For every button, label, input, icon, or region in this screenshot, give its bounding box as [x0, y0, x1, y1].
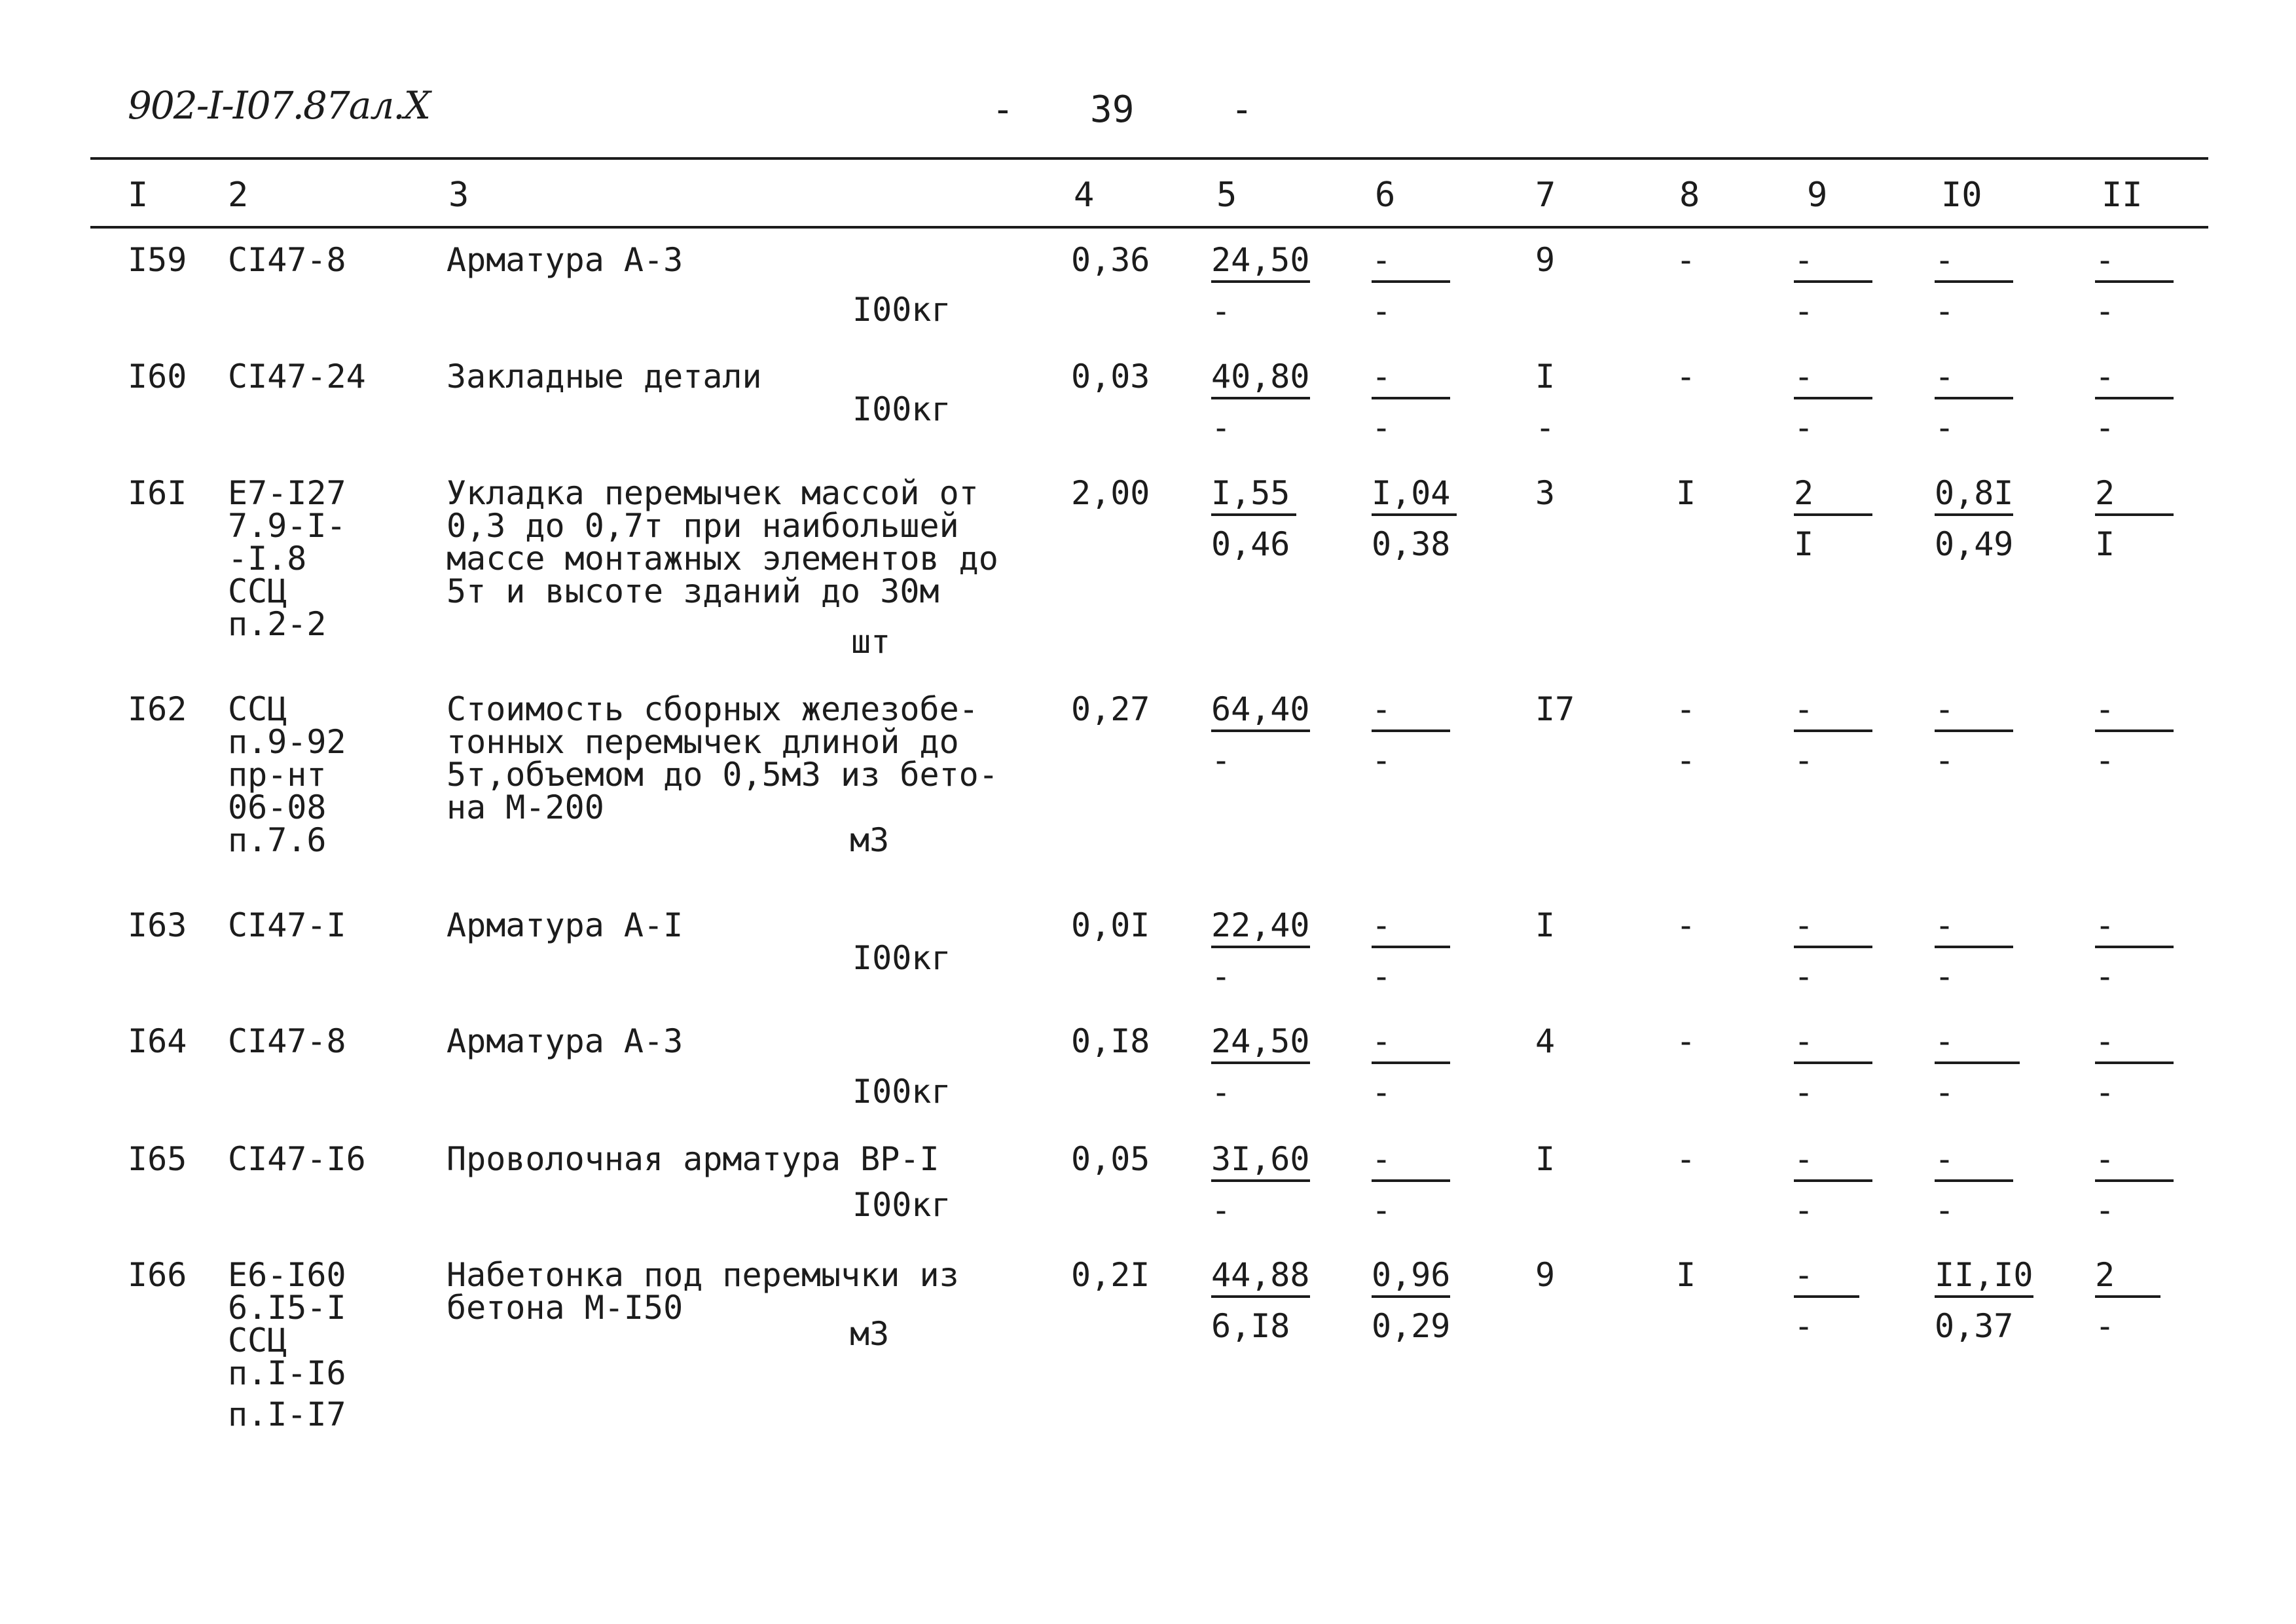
col10-fraction [1935, 474, 2014, 563]
col7-value: 4 [1535, 1022, 1556, 1060]
col11-top: 2 [2095, 1259, 2160, 1298]
col11-fraction [2095, 1140, 2174, 1229]
col9-bottom: - [1794, 957, 1814, 995]
col9-top: 2 [1794, 477, 1872, 516]
quantity: 0,I8 [1071, 1022, 1150, 1060]
unit-of-measure: I00кг [852, 390, 951, 428]
col9-fraction [1794, 1140, 1872, 1229]
rate-code-line: Е7-I27 [228, 474, 346, 512]
col11-fraction [2095, 241, 2174, 330]
col5-top: 24,50 [1211, 244, 1310, 283]
col5-fraction [1211, 1140, 1310, 1229]
col8-value: I [1676, 474, 1696, 512]
work-description-line: 5т,объемом до 0,5м3 из бето- [446, 756, 998, 794]
col10-fraction [1935, 241, 2013, 330]
col11-top: - [2095, 244, 2174, 283]
col10-fraction [1935, 1140, 2013, 1229]
document-code: 902-I-I07.87ал.X [128, 83, 429, 128]
col6-fraction [1372, 1140, 1450, 1229]
col5-bottom: - [1211, 957, 1231, 995]
col9-fraction [1794, 690, 1872, 779]
col5-top: 40,80 [1211, 360, 1310, 399]
col10-bottom: - [1935, 957, 1955, 995]
table-top-rule [90, 157, 2208, 160]
col5-fraction [1211, 690, 1310, 779]
col10-top: II,I0 [1935, 1259, 2033, 1298]
col6-bottom: - [1372, 1191, 1392, 1229]
col7-value: I [1535, 906, 1556, 944]
col11-top: - [2095, 693, 2174, 732]
col9-fraction [1794, 358, 1872, 447]
col9-bottom: - [1794, 1191, 1814, 1229]
col7-value: I [1535, 1140, 1556, 1178]
col6-bottom: 0,38 [1372, 525, 1451, 563]
col10-top: - [1935, 360, 2013, 399]
work-description: Арматура А-3 [446, 241, 683, 279]
col7-value: I [1535, 358, 1556, 396]
col9-fraction [1794, 1256, 1859, 1345]
col10-bottom: - [1935, 741, 1955, 779]
col9-bottom: - [1794, 1073, 1814, 1111]
col5-fraction [1211, 1256, 1310, 1345]
col5-bottom: - [1211, 292, 1231, 330]
col11-top: 2 [2095, 477, 2174, 516]
col9-bottom: - [1794, 1307, 1814, 1345]
unit-of-measure: I00кг [852, 291, 951, 329]
column-header: 2 [228, 175, 249, 215]
col11-bottom: - [2095, 1073, 2115, 1111]
column-header: 5 [1216, 175, 1237, 215]
row-number: I6I [128, 474, 187, 512]
col11-bottom: - [2095, 1307, 2115, 1345]
rate-code-line: ССЦ [228, 572, 287, 610]
col11-fraction [2095, 358, 2174, 447]
rate-code: CI47-8 [228, 241, 346, 279]
row-number: I65 [128, 1140, 187, 1178]
rate-code: CI47-24 [228, 358, 366, 396]
col5-top: 24,50 [1211, 1025, 1310, 1064]
col6-fraction [1372, 241, 1450, 330]
col5-top: 22,40 [1211, 909, 1310, 948]
col11-bottom: - [2095, 409, 2115, 447]
quantity: 0,2I [1071, 1256, 1150, 1294]
col6-bottom: - [1372, 409, 1392, 447]
col11-fraction [2095, 474, 2174, 563]
col9-top: - [1794, 244, 1872, 283]
column-header: I [128, 175, 149, 215]
work-description-line: Стоимость сборных железобе- [446, 690, 979, 728]
col6-fraction [1372, 358, 1450, 447]
col10-fraction [1935, 906, 2013, 995]
col5-bottom: 0,46 [1211, 525, 1290, 563]
col6-fraction [1372, 906, 1450, 995]
rate-code-line: п.2-2 [228, 605, 327, 643]
unit-of-measure: I00кг [852, 1186, 951, 1224]
col6-bottom: - [1372, 957, 1392, 995]
col9-top: - [1794, 1025, 1872, 1064]
col6-bottom: 0,29 [1372, 1307, 1451, 1345]
unit-of-measure: I00кг [852, 1073, 951, 1111]
header-dash-left: - [992, 88, 1014, 131]
work-description: Арматура А-I [446, 906, 683, 944]
col5-bottom: - [1211, 409, 1231, 447]
col6-bottom: - [1372, 292, 1392, 330]
col9-top: - [1794, 1259, 1859, 1298]
work-description: Закладные детали [446, 358, 762, 396]
row-number: I59 [128, 241, 187, 279]
rate-code-line: Е6-I60 [228, 1256, 346, 1294]
row-number: I60 [128, 358, 187, 396]
col11-top: - [2095, 1025, 2174, 1064]
col10-top: - [1935, 244, 2013, 283]
work-description-line: массе монтажных элементов до [446, 540, 998, 578]
col10-top: - [1935, 909, 2013, 948]
rate-code-line: п.9-92 [228, 723, 346, 761]
col10-bottom: - [1935, 1073, 1955, 1111]
col10-top: 0,8I [1935, 477, 2013, 516]
col10-bottom: - [1935, 409, 1955, 447]
col6-top: - [1372, 693, 1450, 732]
rate-code-line: ССЦ [228, 1321, 287, 1359]
col11-fraction [2095, 1022, 2174, 1111]
col9-top: - [1794, 693, 1872, 732]
column-header: 8 [1679, 175, 1700, 215]
rate-code-line: 6.I5-I [228, 1289, 346, 1327]
unit-of-measure: I00кг [852, 939, 951, 977]
rate-code-line: п.I-I6 [228, 1354, 346, 1392]
col10-fraction [1935, 1022, 2020, 1111]
col6-top: - [1372, 1025, 1450, 1064]
col10-top: - [1935, 1025, 2020, 1064]
rate-code: CI47-I6 [228, 1140, 366, 1178]
col6-top: - [1372, 909, 1450, 948]
col11-fraction [2095, 690, 2174, 779]
rate-code: CI47-8 [228, 1022, 346, 1060]
col8-value: - [1676, 906, 1696, 944]
rate-code-line: п.I-I7 [228, 1395, 346, 1433]
col11-bottom: - [2095, 1191, 2115, 1229]
col8-value: - [1676, 358, 1696, 396]
col10-bottom: 0,37 [1935, 1307, 2014, 1345]
col7-value: 3 [1535, 474, 1556, 512]
col6-fraction [1372, 690, 1450, 779]
column-header: 3 [448, 175, 469, 215]
col11-top: - [2095, 1143, 2174, 1182]
col5-fraction [1211, 474, 1296, 563]
rate-code: CI47-I [228, 906, 346, 944]
col5-bottom: 6,I8 [1211, 1307, 1290, 1345]
col9-fraction [1794, 906, 1872, 995]
rate-code-line: пр-нт [228, 756, 327, 794]
col9-bottom: - [1794, 409, 1814, 447]
column-header: 9 [1807, 175, 1828, 215]
quantity: 0,36 [1071, 241, 1150, 279]
col6-bottom: - [1372, 1073, 1392, 1111]
col9-bottom: I [1794, 525, 1814, 563]
col6-fraction [1372, 1256, 1451, 1345]
col9-top: - [1794, 1143, 1872, 1182]
rate-code-line: -I.8 [228, 540, 307, 578]
rate-code-line: 7.9-I- [228, 507, 346, 545]
rate-code-line: ССЦ [228, 690, 287, 728]
col5-top: 3I,60 [1211, 1143, 1310, 1182]
row-number: I62 [128, 690, 187, 728]
unit-of-measure: м3 [850, 1315, 890, 1353]
col5-fraction [1211, 1022, 1310, 1111]
header-dash-right: - [1231, 88, 1253, 131]
col6-top: - [1372, 360, 1450, 399]
col11-fraction [2095, 906, 2174, 995]
quantity: 0,05 [1071, 1140, 1150, 1178]
quantity: 0,27 [1071, 690, 1150, 728]
work-description: Проволочная арматура ВР-I [446, 1140, 939, 1178]
col8-value-bottom: - [1676, 741, 1696, 779]
col5-fraction [1211, 358, 1310, 447]
col11-top: - [2095, 360, 2174, 399]
column-header: 6 [1375, 175, 1396, 215]
page-number: 39 [1090, 88, 1135, 131]
col11-bottom: - [2095, 741, 2115, 779]
work-description-line: на М-200 [446, 788, 604, 826]
col9-fraction [1794, 474, 1872, 563]
column-header: I0 [1941, 175, 1982, 215]
col10-fraction [1935, 358, 2013, 447]
col6-fraction [1372, 1022, 1450, 1111]
col11-bottom: I [2095, 525, 2115, 563]
col9-bottom: - [1794, 741, 1814, 779]
col6-top: I,04 [1372, 477, 1457, 516]
col8-value: - [1676, 690, 1696, 728]
col11-bottom: - [2095, 957, 2115, 995]
col8-value: I [1676, 1256, 1696, 1294]
col10-bottom: - [1935, 1191, 1955, 1229]
col5-fraction [1211, 906, 1310, 995]
col11-fraction [2095, 1256, 2160, 1345]
col5-top: 44,88 [1211, 1259, 1310, 1298]
col9-fraction [1794, 1022, 1872, 1111]
col5-top: 64,40 [1211, 693, 1310, 732]
col10-top: - [1935, 693, 2013, 732]
rate-code-line: 06-08 [228, 788, 327, 826]
col5-bottom: - [1211, 1073, 1231, 1111]
col8-value: - [1676, 1022, 1696, 1060]
work-description-line: Укладка перемычек массой от [446, 474, 979, 512]
col10-bottom: - [1935, 292, 1955, 330]
col7-value: 9 [1535, 241, 1556, 279]
col8-value: - [1676, 1140, 1696, 1178]
col5-bottom: - [1211, 741, 1231, 779]
col10-fraction [1935, 690, 2013, 779]
col10-top: - [1935, 1143, 2013, 1182]
col10-bottom: 0,49 [1935, 525, 2014, 563]
col6-top: - [1372, 1143, 1450, 1182]
col9-bottom: - [1794, 292, 1814, 330]
unit-of-measure: шт [851, 623, 891, 661]
col6-fraction [1372, 474, 1457, 563]
col9-top: - [1794, 909, 1872, 948]
col11-top: - [2095, 909, 2174, 948]
quantity: 0,0I [1071, 906, 1150, 944]
col5-top: I,55 [1211, 477, 1296, 516]
column-header: 4 [1074, 175, 1095, 215]
quantity: 2,00 [1071, 474, 1150, 512]
col7-value: I7 [1535, 690, 1575, 728]
col10-fraction [1935, 1256, 2033, 1345]
col7-value-bottom: - [1535, 409, 1556, 447]
row-number: I64 [128, 1022, 187, 1060]
work-description-line: Набетонка под перемычки из [446, 1256, 959, 1294]
quantity: 0,03 [1071, 358, 1150, 396]
col9-top: - [1794, 360, 1872, 399]
col9-fraction [1794, 241, 1872, 330]
work-description-line: тонных перемычек длиной до [446, 723, 959, 761]
column-header: II [2102, 175, 2143, 215]
work-description-line: 5т и высоте зданий до 30м [446, 572, 939, 610]
col5-bottom: - [1211, 1191, 1231, 1229]
col11-bottom: - [2095, 292, 2115, 330]
col7-value: 9 [1535, 1256, 1556, 1294]
row-number: I63 [128, 906, 187, 944]
rate-code-line: п.7.6 [228, 821, 327, 859]
col5-fraction [1211, 241, 1310, 330]
work-description: Арматура А-3 [446, 1022, 683, 1060]
work-description-line: бетона М-I50 [446, 1289, 683, 1327]
column-header: 7 [1535, 175, 1556, 215]
col8-value: - [1676, 241, 1696, 279]
col6-bottom: - [1372, 741, 1392, 779]
table-header-rule [90, 226, 2208, 229]
row-number: I66 [128, 1256, 187, 1294]
col6-top: - [1372, 244, 1450, 283]
work-description-line: 0,3 до 0,7т при наибольшей [446, 507, 959, 545]
unit-of-measure: м3 [850, 821, 890, 859]
col6-top: 0,96 [1372, 1259, 1450, 1298]
